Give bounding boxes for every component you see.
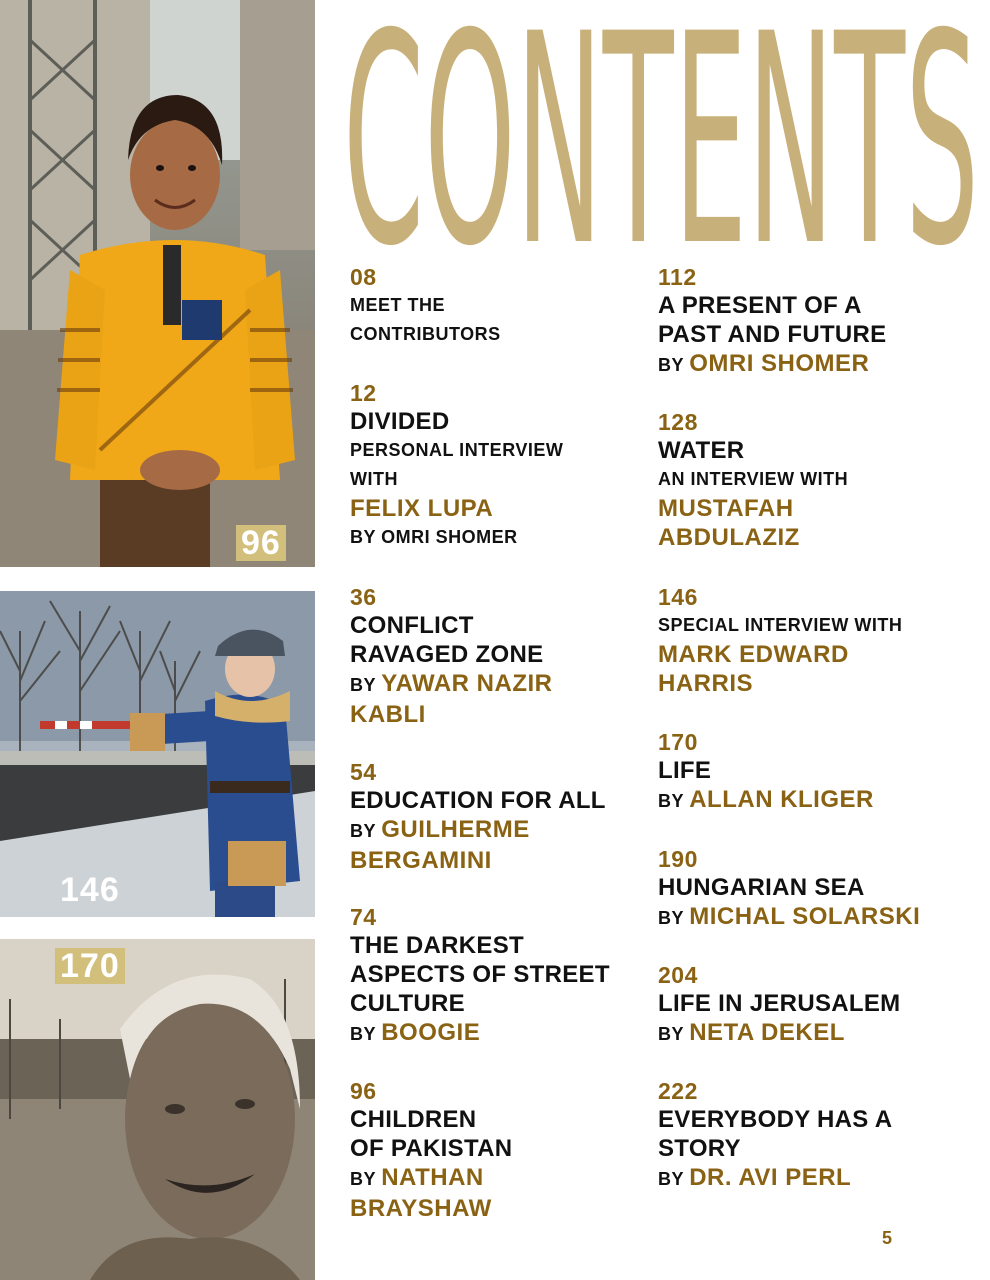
entry-title-line: CONTRIBUTORS [350,324,501,344]
title-text: CONTENTS [343,6,979,251]
author-name: GUILHERME [381,816,530,843]
entry-page-number: 36 [350,584,377,610]
entry-byline [658,1018,900,1049]
author-name: YAWAR NAZIR [381,670,553,697]
by-label: BY [350,1024,376,1044]
entry-title-line: PAST AND FUTURE [658,321,887,348]
entry-222[interactable] [658,1077,892,1194]
entry-54[interactable] [350,758,606,875]
entry-subtitle-line: SPECIAL INTERVIEW WITH [658,615,903,635]
entry-title-line: CULTURE [350,990,465,1017]
author-name: DR. AVI PERL [689,1164,852,1191]
entry-title: DIVIDED [350,408,450,435]
entry-title-line: A PRESENT OF A [658,292,862,319]
entry-page-number: 112 [658,264,697,290]
author-name: OMRI SHOMER [689,350,870,377]
entry-title-line: STORY [658,1135,741,1162]
entry-page-number: 204 [658,962,698,988]
photo-page-badge: 170 [55,948,125,984]
by-label: BY [350,675,376,695]
entry-subject: HARRIS [658,670,754,697]
entry-page-number: 74 [350,904,377,930]
entry-title-line: RAVAGED ZONE [350,641,544,668]
entry-96[interactable] [350,1077,512,1223]
by-label: BY [658,908,684,928]
entry-title: HUNGARIAN SEA [658,874,865,901]
author-name: MICHAL SOLARSKI [689,903,921,930]
entry-byline [350,669,553,700]
entry-title-line: CONFLICT [350,612,474,639]
entry-12[interactable] [350,379,563,552]
entry-subject: FELIX LUPA [350,495,494,522]
by-label: BY [350,821,376,841]
entry-page-number: 146 [658,584,698,610]
entry-title-line: ASPECTS OF STREET [350,961,610,988]
entry-subject: ABDULAZIZ [658,524,800,551]
entry-146[interactable] [658,583,902,698]
page-title [343,6,983,251]
by-label: BY [658,355,684,375]
entry-subtitle-line: AN INTERVIEW WITH [658,469,849,489]
author-name: BOOGIE [381,1019,481,1046]
entry-190[interactable] [658,845,920,933]
entry-byline [658,1163,892,1194]
page-number: 5 [882,1228,893,1248]
photo-page-badge: 146 [60,871,120,909]
author-name: NATHAN [381,1164,484,1191]
entry-page-number: 190 [658,846,698,872]
entry-byline [350,1018,610,1049]
entry-170[interactable] [658,728,874,816]
entry-title: LIFE IN JERUSALEM [658,990,901,1017]
entry-title-line: MEET THE [350,295,446,315]
entry-36[interactable] [350,583,553,729]
entry-title-line: THE DARKEST [350,932,524,959]
entry-page-number: 96 [350,1078,377,1104]
by-label: BY [658,1169,684,1189]
photo-traffic-officer [0,591,315,917]
entry-title-line: CHILDREN [350,1106,477,1133]
entry-128[interactable] [658,408,848,552]
entry-page-number: 12 [350,380,377,406]
entry-byline [658,349,887,380]
entry-page-number: 170 [658,729,698,755]
entry-byline [350,1163,512,1194]
by-label: BY [658,1024,684,1044]
entry-204[interactable] [658,961,900,1049]
entry-byline [350,815,606,846]
entry-page-number: 08 [350,264,377,290]
photo-page-badge: 96 [236,525,286,561]
entry-subject: MUSTAFAH [658,495,794,522]
entry-page-number: 222 [658,1078,698,1104]
entry-74[interactable] [350,903,610,1049]
author-name: ALLAN KLIGER [689,786,874,813]
entry-page-number: 128 [658,409,698,435]
entry-08[interactable] [350,263,501,349]
photo-old-woman [0,939,315,1280]
entry-title: EDUCATION FOR ALL [350,787,606,814]
entry-byline [658,902,920,933]
by-label: BY [658,791,684,811]
entry-title-line: OF PAKISTAN [350,1135,513,1162]
entry-subtitle-line: PERSONAL INTERVIEW [350,440,564,460]
by-label: BY [350,1169,376,1189]
entry-subtitle-line: WITH [350,469,398,489]
author-name: BERGAMINI [350,847,492,874]
photo-boy-pakistan [0,0,315,567]
author-name: BRAYSHAW [350,1195,492,1222]
entry-title: LIFE [658,757,712,784]
entry-title: WATER [658,437,745,464]
entry-byline [658,785,874,816]
entry-subject: MARK EDWARD [658,641,849,668]
author-name: KABLI [350,701,426,728]
entry-byline: BY OMRI SHOMER [350,527,518,547]
entry-title-line: EVERYBODY HAS A [658,1106,893,1133]
entry-page-number: 54 [350,759,377,785]
entry-112[interactable] [658,263,887,380]
author-name: NETA DEKEL [689,1019,845,1046]
